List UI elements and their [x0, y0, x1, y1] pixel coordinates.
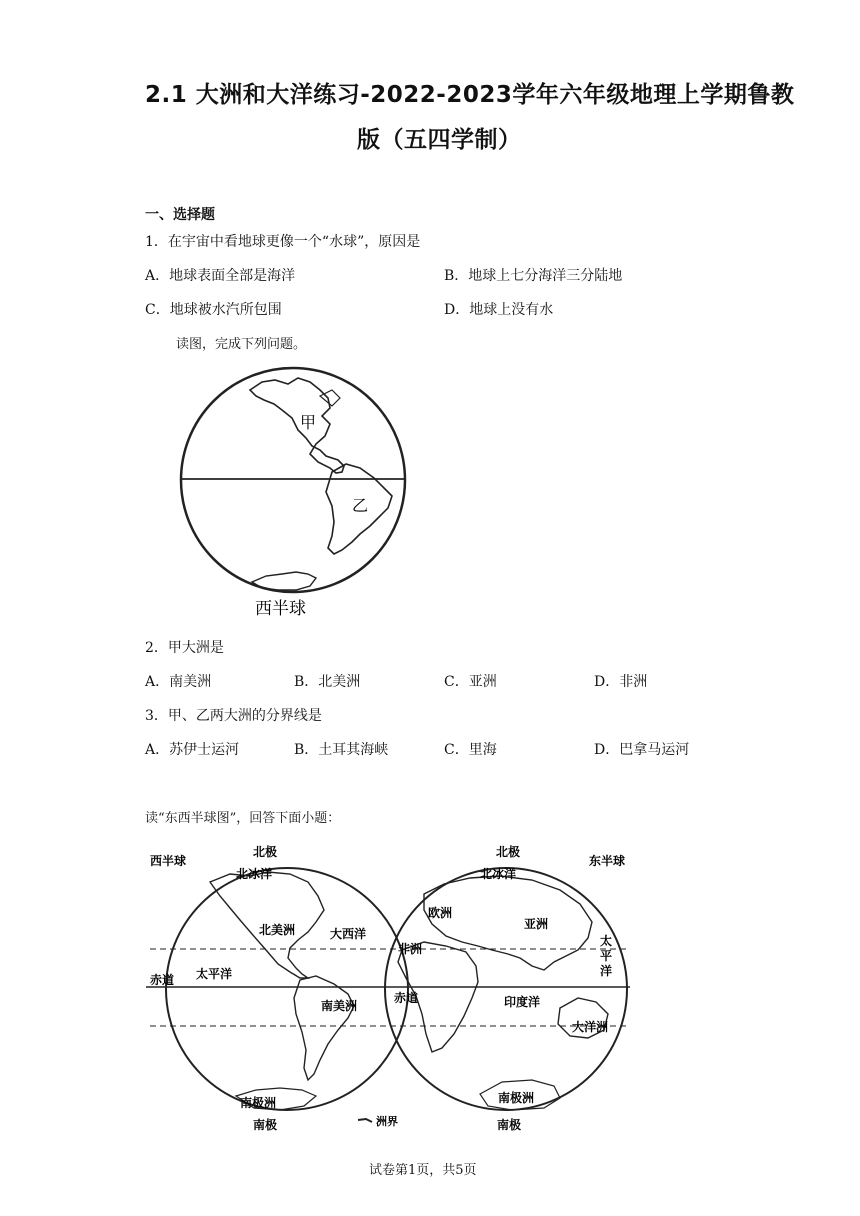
map1-label-jia: 甲: [300, 413, 317, 432]
q2-option-d[interactable]: D．非洲: [594, 674, 648, 690]
boundary-legend-icon: [358, 1119, 372, 1122]
arctic-ocean-e-label: 北冰洋: [480, 867, 517, 881]
pacific-ocean-w-label: 太平洋: [196, 967, 233, 981]
eurasia-outline: [424, 876, 592, 970]
antarctica-e-label: 南极洲: [498, 1091, 535, 1105]
south-america-label: 南美洲: [321, 999, 358, 1013]
europe-label: 欧洲: [428, 906, 453, 920]
page-title-line2: 版（五四学制）: [357, 127, 522, 153]
intro-read-map: 读图，完成下列问题。: [176, 337, 307, 352]
page-title-line1: 2.1 大洲和大洋练习-2022-2023学年六年级地理上学期鲁教: [145, 82, 795, 108]
q3-option-d[interactable]: D．巴拿马运河: [594, 742, 690, 758]
north-america-label: 北美洲: [259, 923, 296, 937]
q1-option-a[interactable]: A．地球表面全部是海洋: [145, 268, 296, 284]
east-west-hemisphere-map: [140, 838, 640, 1138]
west-globe-outline: [166, 868, 408, 1110]
antarctica-outline: [252, 572, 316, 590]
asia-label: 亚洲: [524, 917, 549, 931]
western-hemisphere-map: [170, 360, 420, 625]
q3-option-b[interactable]: B．土耳其海峡: [294, 742, 389, 758]
q3-option-c[interactable]: C．里海: [444, 742, 497, 758]
antarctica-w-label: 南极洲: [240, 1096, 277, 1110]
pacific-ocean-e-label-3: 洋: [600, 964, 613, 978]
page-footer: 试卷第1页，共5页: [369, 1163, 477, 1178]
q1-stem: 1．在宇宙中看地球更像一个“水球”，原因是: [145, 234, 421, 250]
q1-option-b[interactable]: B．地球上七分海洋三分陆地: [444, 268, 623, 284]
pacific-ocean-e-label-2: 平: [600, 949, 613, 963]
legend-label: 洲界: [376, 1115, 398, 1128]
north-pole-w-label: 北极: [253, 845, 278, 859]
west-hemisphere-title: 西半球: [150, 854, 187, 868]
atlantic-ocean-label: 大西洋: [330, 927, 367, 941]
map1-label-yi: 乙: [352, 496, 369, 515]
q2-option-a[interactable]: A．南美洲: [145, 674, 212, 690]
intro-east-west-map: 读“东西半球图”，回答下面小题：: [145, 811, 341, 826]
globe-outline: [181, 368, 405, 592]
q2-stem: 2．甲大洲是: [145, 640, 224, 656]
south-pole-e-label: 南极: [497, 1118, 522, 1132]
oceania-label: 大洋洲: [572, 1020, 609, 1034]
q3-option-a[interactable]: A．苏伊士运河: [145, 742, 240, 758]
east-globe-outline: [385, 868, 627, 1110]
q1-option-c[interactable]: C．地球被水汽所包围: [145, 302, 282, 318]
equator-w-label: 赤道: [150, 973, 175, 987]
north-pole-e-label: 北极: [496, 845, 521, 859]
africa-label: 非洲: [398, 942, 423, 956]
q1-option-d[interactable]: D．地球上没有水: [444, 302, 554, 318]
equator-e-label: 赤道: [394, 991, 419, 1005]
south-pole-w-label: 南极: [253, 1118, 278, 1132]
q2-option-b[interactable]: B．北美洲: [294, 674, 361, 690]
q3-stem: 3．甲、乙两大洲的分界线是: [145, 708, 322, 724]
section-heading: 一、选择题: [145, 207, 215, 223]
indian-ocean-label: 印度洋: [504, 995, 541, 1009]
q2-option-c[interactable]: C．亚洲: [444, 674, 497, 690]
arctic-ocean-w-label: 北冰洋: [236, 867, 273, 881]
map1-caption: 西半球: [255, 599, 306, 619]
north-america-outline: [250, 378, 344, 473]
east-hemisphere-title: 东半球: [589, 854, 626, 868]
pacific-ocean-e-label-1: 太: [600, 934, 613, 948]
south-america-outline: [294, 976, 354, 1080]
